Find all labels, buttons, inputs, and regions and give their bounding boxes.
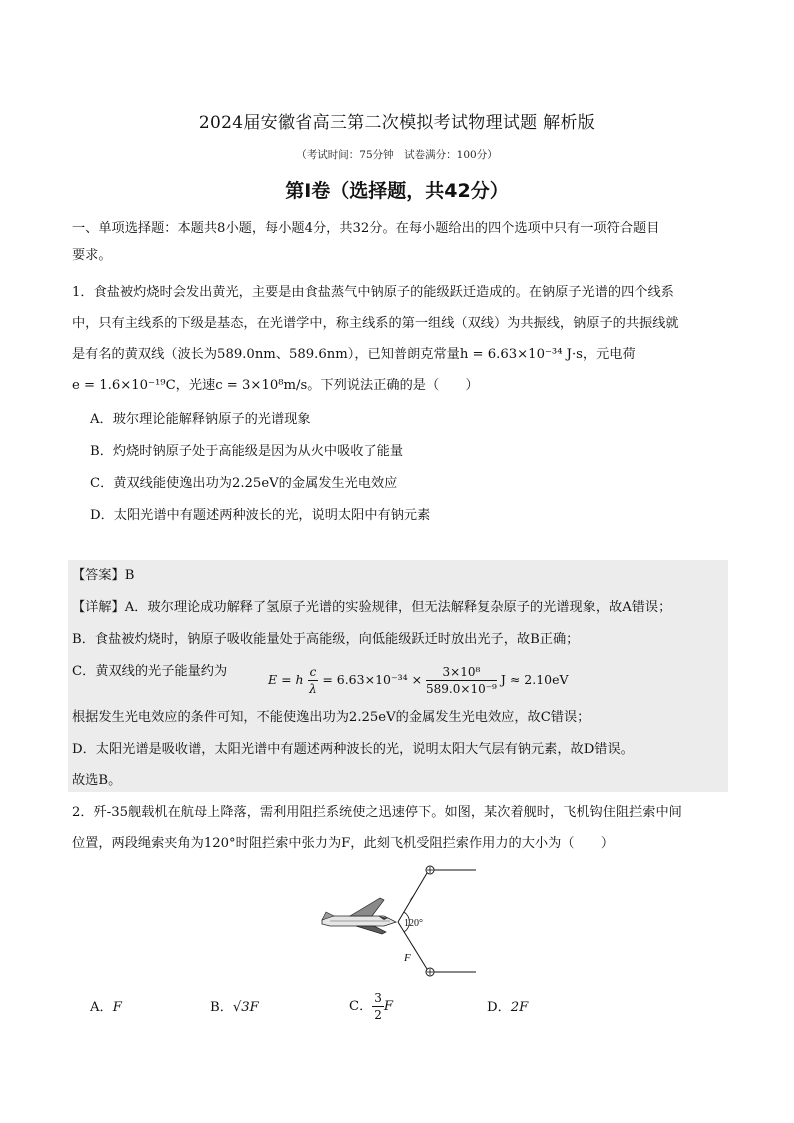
q1-explanation-line-3: C．黄双线的光子能量约为 — [72, 664, 228, 679]
jet-aircraft-icon — [322, 898, 396, 934]
q1-explanation-line-5: D．太阳光谱是吸收谱，太阳光谱中有题述两种波长的光，说明太阳大气层有钠元素，故D错误。 — [72, 742, 634, 757]
choice-c-denominator: 2 — [374, 1008, 382, 1022]
formula-lhs: E = h — [268, 672, 304, 687]
choice-b-value: √3F — [232, 1000, 259, 1015]
page-title: 2024届安徽省高三第二次模拟考试物理试题 解析版 — [198, 113, 596, 133]
photon-energy-formula — [268, 664, 568, 704]
choice-c-numerator: 3 — [374, 991, 382, 1005]
q1-stem-line-4: e = 1.6×10⁻¹⁹C，光速c = 3×10⁸m/s。下列说法正确的是（ ） — [72, 378, 479, 393]
q1-option-b: B．灼烧时钠原子处于高能级是因为从火中吸收了能量 — [90, 444, 404, 459]
q1-conclusion: 故选B。 — [72, 773, 122, 788]
q2-choice-a — [90, 998, 122, 1018]
formula-numerator: 3×10⁸ — [426, 664, 497, 681]
q1-option-c: C．黄双线能使逸出功为2.25eV的金属发生光电效应 — [90, 476, 398, 491]
q1-stem-line-1: 1．食盐被灼烧时会发出黄光，主要是由食盐蒸气中钠原子的能级跃迁造成的。在钠原子光谱的四个线系 — [72, 285, 674, 300]
choice-c-letter: C． — [349, 999, 373, 1014]
choice-b-letter: B． — [210, 1000, 233, 1015]
q1-option-d: D．太阳光谱中有题述两种波长的光，说明太阳中有钠元素 — [90, 508, 431, 523]
choice-a-letter: A． — [90, 1000, 113, 1015]
instructions-line-2: 要求。 — [72, 248, 112, 263]
q2-stem-line-2: 位置，两段绳索夹角为120°时阻拦索中张力为F，此刻飞机受阻拦索作用力的大小为（ ） — [72, 836, 615, 851]
arresting-cable-diagram — [300, 860, 490, 982]
q1-explanation-line-2: B．食盐被灼烧时，钠原子吸收能量处于高能级，向低能级跃迁时放出光子，故B正确； — [72, 632, 580, 647]
q2-choice-d — [487, 998, 528, 1018]
section-heading: 第I卷（选择题，共42分） — [285, 180, 509, 202]
q2-stem-line-1: 2．歼-35舰载机在航母上降落，需利用阻拦系统使之迅速停下。如图，某次着舰时，飞机钩住阻拦索中间 — [72, 805, 682, 820]
q1-stem-line-3: 是有名的黄双线（波长为589.0nm、589.6nm），已知普朗克常量h = 6.63×10⁻³⁴ J·s，元电荷 — [72, 347, 636, 362]
formula-fraction — [426, 664, 497, 697]
q1-stem-line-2: 中，只有主线系的下级是基态，在光谱学中，称主线系的第一组线（双线）为共振线，钠原子的共振线就 — [72, 316, 679, 331]
q1-option-a: A．玻尔理论能解释钠原子的光谱现象 — [90, 412, 311, 427]
choice-c-fraction — [372, 990, 384, 1023]
instructions-line-1: 一、单项选择题：本题共8小题，每小题4分，共32分。在每小题给出的四个选项中只有一项符合题目 — [72, 221, 660, 236]
q1-explanation-line-4: 根据发生光电效应的条件可知，不能使逸出功为2.25eV的金属发生光电效应，故C错误； — [72, 710, 591, 725]
exam-info: （考试时间：75分钟 试卷满分：100分） — [296, 149, 498, 161]
formula-mid: = 6.63×10⁻³⁴ × — [322, 672, 423, 687]
formula-lambda: λ — [309, 682, 317, 696]
q2-choice-c — [349, 990, 393, 1023]
choice-c-tail: F — [383, 999, 394, 1014]
q1-answer: 【答案】B — [72, 568, 135, 583]
formula-c: c — [309, 665, 317, 679]
force-label: F — [404, 952, 411, 964]
choice-d-value: 2F — [510, 1000, 529, 1015]
angle-label: 120° — [404, 918, 423, 929]
q1-explanation-line-1: 【详解】A．玻尔理论成功解释了氢原子光谱的实验规律，但无法解释复杂原子的光谱现象，故A错误； — [72, 600, 672, 615]
choice-d-letter: D． — [487, 1000, 511, 1015]
formula-rhs: J ≈ 2.10eV — [500, 672, 569, 687]
q2-choice-b — [210, 998, 259, 1018]
choice-a-value: F — [112, 1000, 122, 1015]
formula-denominator: 589.0×10⁻⁹ — [426, 682, 497, 696]
formula-c-over-lambda — [308, 664, 319, 697]
